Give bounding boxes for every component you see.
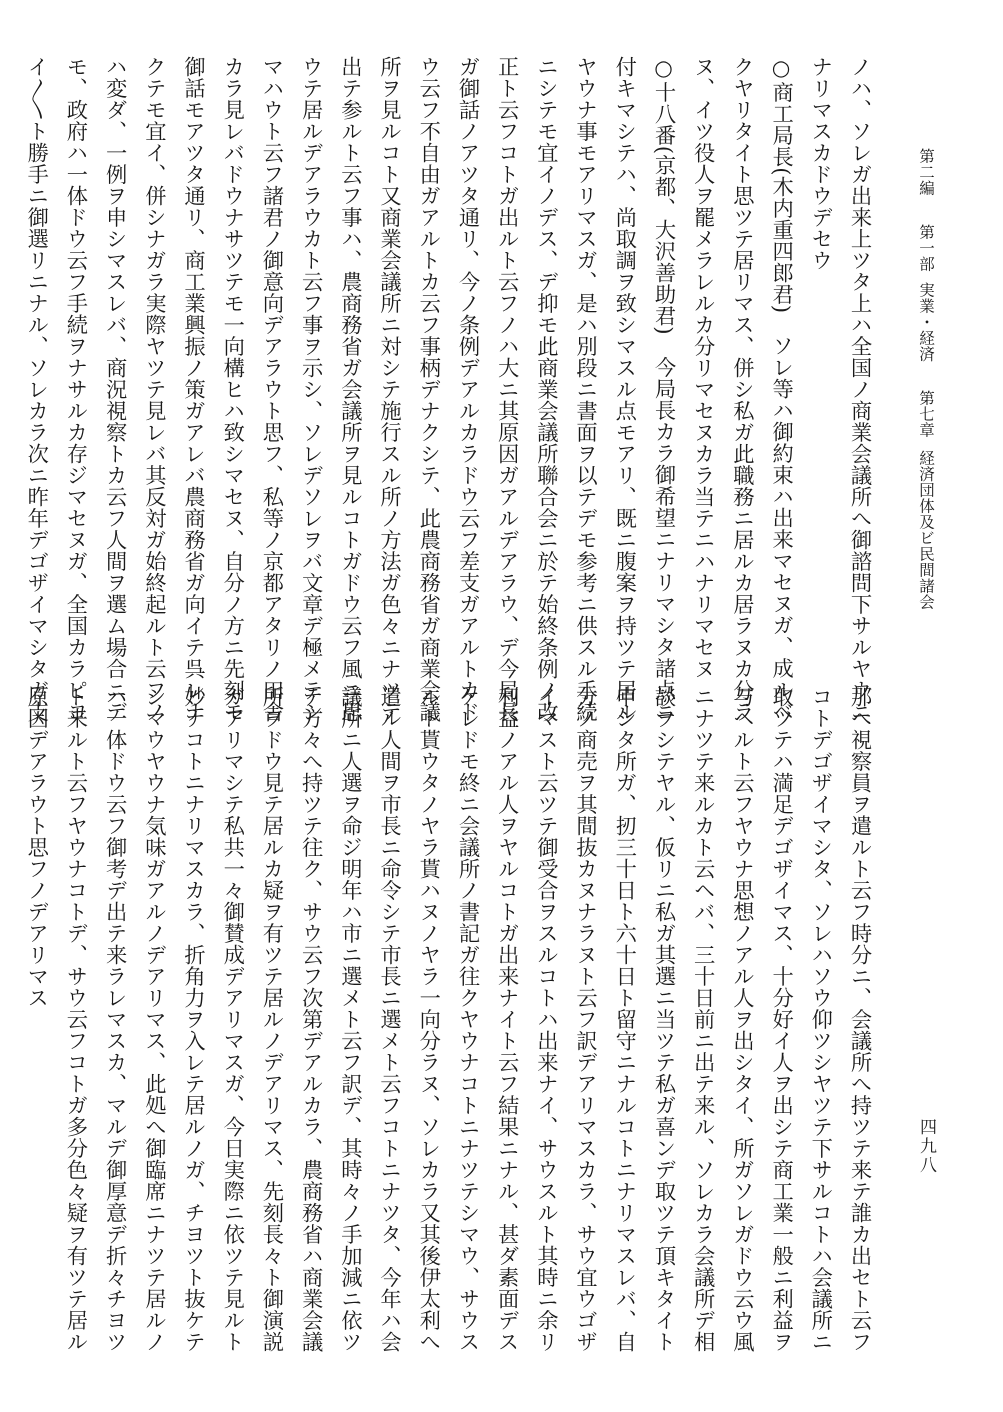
text-column: ニナツテ来ルカト云ヘバ、三十日前ニ出テ来ル、ソレカラ会議所デ相	[690, 686, 716, 1353]
text-column: ニシテモ宜イノデス、デ抑モ此商業会議所聯合会ニ於テ始終条例ノ改	[533, 56, 559, 723]
text-column: ハ変ダ、一例ヲ申シマスレバ、商況視察トカ云フ人間ヲ選ム場合ニデ	[102, 56, 128, 723]
text-column: ヌ、イツ役人ヲ罷メラレルカ分リマセヌカラ当テニハナリマセヌ	[690, 56, 716, 680]
text-column: クヤリタイト思ツテ居リマス、併シ私ガ此職務ニ居ルカ居ラヌカ分ラ	[729, 56, 755, 723]
text-column: 談ヲシテヤル、仮リニ私ガ其選ニ当ツテ私ガ喜ンデ取ツテ頂キタイト	[650, 686, 676, 1353]
text-column: ト来ルト云フヤウナコトデ、サウ云フコトガ多分色々疑ヲ有ツテ居ル	[62, 686, 88, 1353]
text-column: 所ヲドウ見テ居ルカ疑ヲ有ツテ居ルノデアリマス、先刻長々ト御演説	[258, 686, 284, 1353]
text-column: ウ云フ不自由ガアルトカ云フ事柄デナクシテ、此農商務省ガ商業会議	[415, 56, 441, 723]
text-column: ウテ居ルデアラウカト云フ事ヲ示シ、ソレデソレヲバ文章デ極メテシ	[298, 56, 324, 723]
text-column: コトデゴザイマシタ、ソレハソウ仰ツシヤツテ下サルコトハ会議所ニ	[807, 686, 833, 1353]
text-column: ガ御話ノアツタ通リ、今ノ条例デアルカラドウ云フ差支ガアルトカド	[454, 56, 480, 723]
header-sho: 第七章	[917, 390, 935, 438]
lower-text-block	[23, 686, 879, 1353]
header-bu: 第一部	[917, 224, 935, 272]
text-column: テ方々へ持ツテ往ク、サウ云フ次第デアルカラ、農商務省ハ商業会議	[298, 686, 324, 1353]
header-bu-title: 実業・経済	[917, 282, 935, 362]
text-column: 取ツテハ満足デゴザイマス、十分好イ人ヲ出シテ商工業一般ニ利益ヲ	[768, 686, 794, 1353]
running-header	[908, 148, 944, 688]
text-column: 申シタ所ガ、扨三十日ト六十日ト留守ニナルコトニナリマスレバ、自	[611, 686, 637, 1353]
text-column: 分ノ商売ヲ其間抜カヌナラヌト云フ訳デアリマスカラ、サウ宜ウゴザ	[572, 686, 598, 1353]
text-column: ノハ、ソレガ出来上ツタ上ハ全国ノ商業会議所へ御諮問下サルヤウニ	[847, 56, 872, 723]
text-column: モ、政府ハ一体ドウ云フ手続ヲナサルカ存ジマセヌガ、全国カラピヨ	[62, 56, 88, 723]
text-column: ガアリマシテ私共一々御賛成デアリマスガ、今日実際ニ依ツテ見ルト	[219, 686, 245, 1353]
text-column: ヤウナ事モアリマスガ、是ハ別段ニ書面ヲ以テデモ参考ニ供スル手続	[572, 56, 598, 723]
text-column: 与ヘルト云フヤウナ思想ノアル人ヲ出シタイ、所ガソレガドウ云ウ風	[729, 686, 755, 1353]
text-column: 遣ル人間ヲ市長ニ命令シテ市長ニ選メト云フコトニナツタ、今年ハ会	[376, 686, 402, 1353]
text-column: 利益ノアル人ヲヤルコトガ出来ナイト云フ結果ニナル、甚ダ素面デス	[494, 686, 520, 1353]
text-column: 議所ニ人選ヲ命ジ明年ハ市ニ選メト云フ訳デ、其時々ノ手加減ニ依ツ	[337, 686, 363, 1353]
text-column: 御話モアツタ通リ、商工業興振ノ策ガアレバ農商務省ガ向イテ呉レナ	[180, 56, 206, 723]
text-column: ルト貰ウタノヤラ貰ハヌノヤラ一向分ラヌ、ソレカラ又其後伊太利へ	[415, 686, 441, 1353]
upper-text-block	[23, 56, 879, 723]
text-column: カラ見レバドウナサツテモ一向構ヒハ致シマセヌ、自分ノ方ニ先刻モ	[219, 56, 245, 723]
text-column: 原因デアラウト思フノデアリマス	[23, 686, 49, 1009]
text-column: 付キマシテハ、尚取調ヲ致シマスル点モアリ、既ニ腹案ヲ持ツテ居ル	[611, 56, 637, 723]
text-column: 妙ナコトニナリマスカラ、折角力ヲ入レテ居ルノガ、チヨツト抜ケテ	[180, 686, 206, 1353]
text-column: ケレドモ終ニ会議所ノ書記ガ往クヤウナコトニナツテシマウ、サウス	[454, 686, 480, 1353]
text-column: シマウヤウナ気味ガアルノデアリマス、此処へ御臨席ニナツテ居ルノ	[141, 686, 167, 1353]
text-column: クテモ宜イ、併シナガラ実際ヤツテ見レバ其反対ガ始終起ルト云フノ	[141, 56, 167, 723]
header-sho-title: 経済団体及ビ民間諸会	[917, 450, 935, 610]
text-column: 正ト云フコトガ出ルト云フノハ大ニ其原因ガアルデアラウ、デ今局長	[494, 56, 520, 723]
text-column: ハ一体ドウ云フ御考デ出テ来ラレマスカ、マルデ御厚意デ折々チヨツ	[102, 686, 128, 1353]
text-column: ○十八番(京都、大沢善助君) 今局長カラ御希望ニナリマシタ諸点ニ	[650, 56, 676, 722]
text-column: 所ヲ見ルコト又商業会議所ニ対シテ施行スル所ノ方法ガ色々ニナツテ	[376, 56, 402, 723]
text-column: ナリマスカドウデセウ	[807, 56, 833, 271]
text-column: 那へ視察員ヲ遣ルト云フ時分ニ、会議所へ持ツテ来テ誰カ出セト云フ	[847, 686, 872, 1353]
text-column: イマスト云ツテ御受合ヲスルコトハ出来ナイ、サウスルト其時ニ余リ	[533, 686, 559, 1353]
page-number: 四九八	[916, 1118, 936, 1175]
text-column: イ〳〵ト勝手ニ御選リニナル、ソレカラ次ニ昨年デゴザイマシタガ支	[23, 56, 49, 723]
text-column: 出テ参ルト云フ事ハ、農商務省ガ会議所ヲ見ルコトガドウ云フ風ニ思	[337, 56, 363, 723]
text-column: ○商工局長(木内重四郎君) ソレ等ハ御約束ハ出来マセヌガ、成ルベ	[768, 56, 794, 722]
text-column: マハウト云フ諸君ノ御意向デアラウト思フ、私等ノ京都アタリノ田舎	[258, 56, 284, 723]
header-hen: 第二編	[917, 148, 935, 196]
